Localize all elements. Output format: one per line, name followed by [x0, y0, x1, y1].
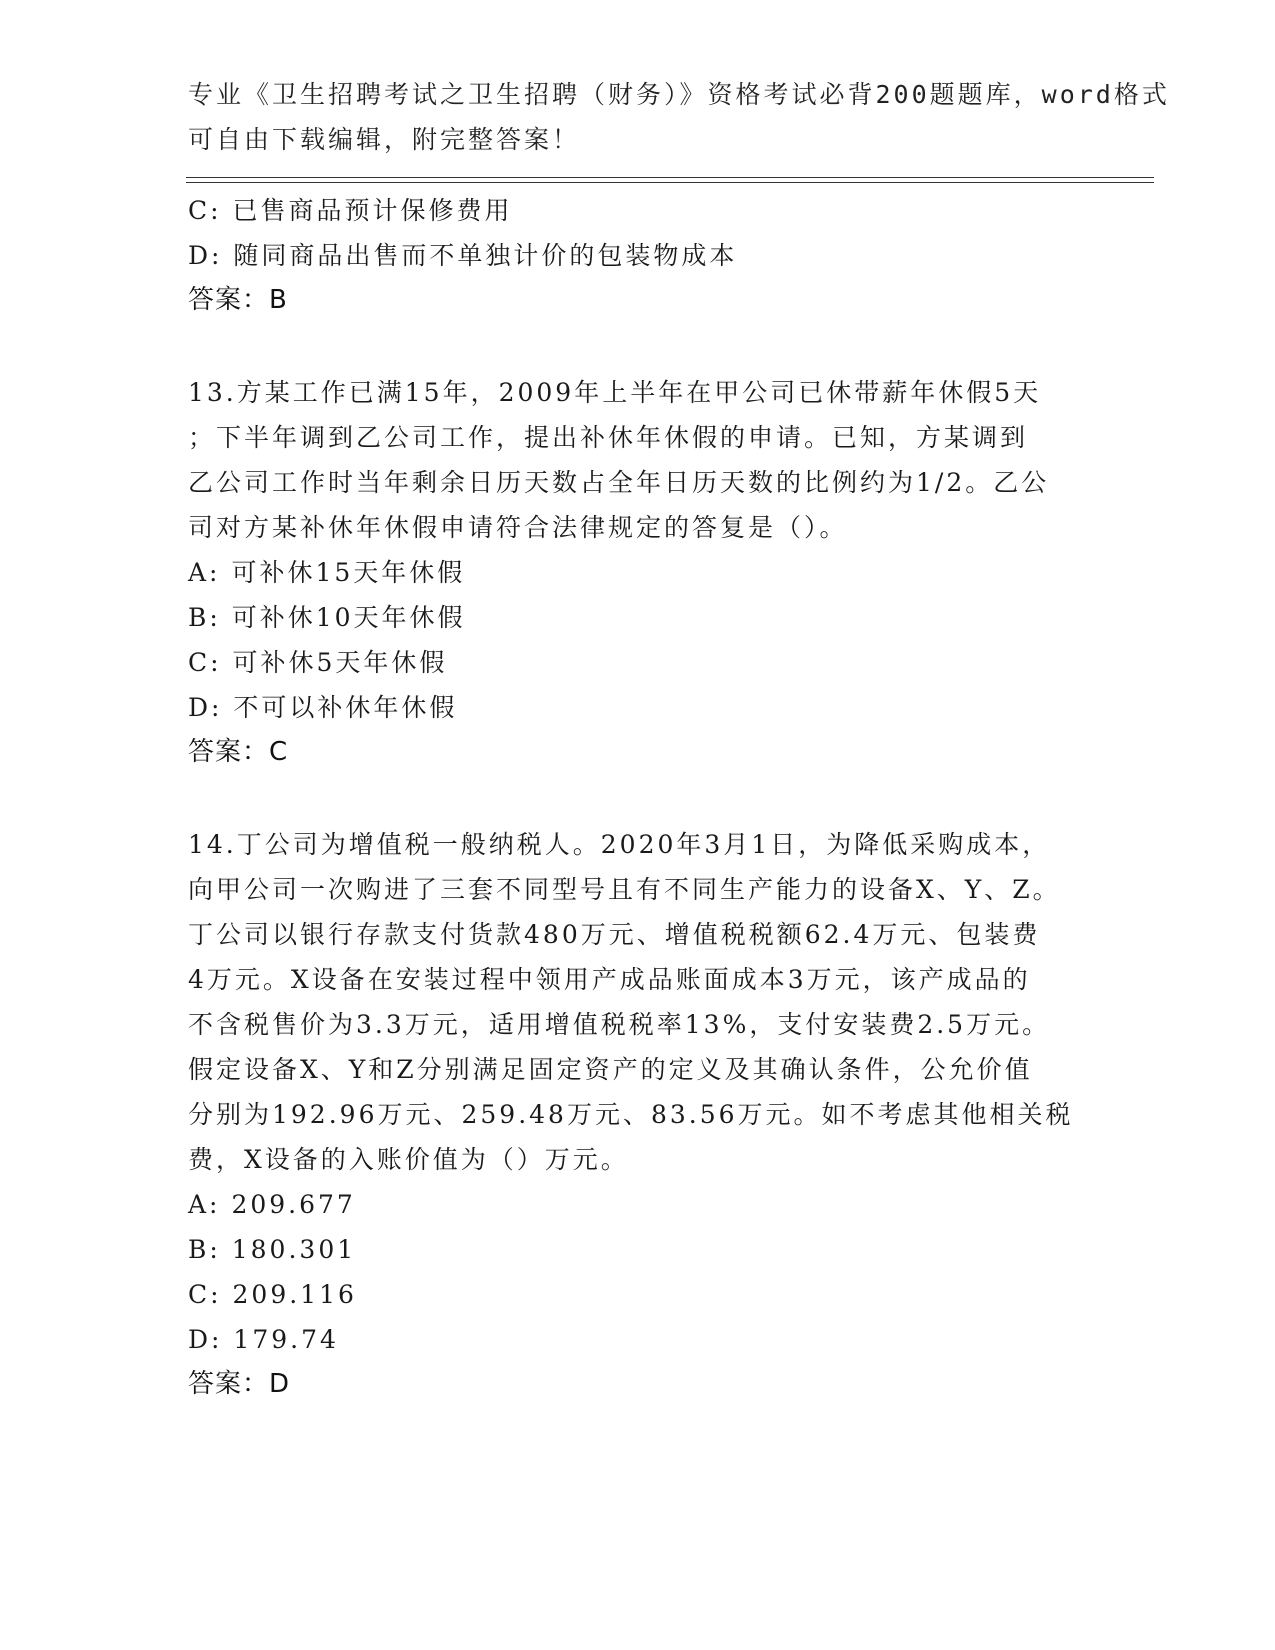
header-title-line-2: 可自由下载编辑，附完整答案！ [188, 125, 581, 154]
q13-option-a [188, 550, 1088, 595]
option-label: D: [188, 1325, 223, 1354]
q14-stem-line: 分别为192.96万元、259.48万元、83.56万元。如不考虑其他相关税 [188, 1100, 1074, 1129]
q14-option-b [188, 1227, 1088, 1272]
question-14 [188, 822, 1088, 1407]
option-label: D: [188, 241, 223, 270]
header-title-line-1: 专业《卫生招聘考试之卫生招聘（财务）》资格考试必背200题题库，word格式 [188, 80, 1170, 109]
question-12-tail [188, 188, 1088, 323]
q14-stem-line: 4万元。X设备在安装过程中领用产成品账面成本3万元，该产成品的 [188, 965, 1031, 994]
q14-option-a [188, 1182, 1088, 1227]
document-header [188, 72, 1170, 162]
q13-stem-line: 司对方某补休年休假申请符合法律规定的答复是（）。 [188, 513, 848, 542]
q14-option-c [188, 1272, 1088, 1317]
q12-option-c [188, 188, 1088, 233]
q14-stem-line: 丁公司以银行存款支付货款480万元、增值税税额62.4万元、包装费 [188, 920, 1041, 949]
option-text: 随同商品出售而不单独计价的包装物成本 [233, 241, 738, 270]
q12-answer: 答案：B [188, 285, 288, 315]
header-divider-bottom [186, 182, 1154, 183]
q13-stem-line: 乙公司工作时当年剩余日历天数占全年日历天数的比例约为1/2。乙公 [188, 468, 1050, 497]
q14-stem-line: 不含税售价为3.3万元，适用增值税税率13%，支付安装费2.5万元。 [188, 1010, 1051, 1039]
option-text: 179.74 [233, 1325, 339, 1354]
option-text: 209.677 [231, 1190, 356, 1219]
option-label: A: [188, 1190, 221, 1219]
option-label: C: [188, 196, 222, 225]
option-text: 可补休15天年休假 [231, 558, 466, 587]
option-text: 可补休5天年休假 [232, 648, 448, 677]
q14-option-d [188, 1317, 1088, 1362]
option-text: 不可以补休年休假 [233, 693, 458, 722]
header-divider-top [186, 177, 1154, 178]
q14-stem-line: 向甲公司一次购进了三套不同型号且有不同生产能力的设备X、Y、Z。 [188, 875, 1061, 904]
option-label: B: [188, 1235, 221, 1264]
option-text: 已售商品预计保修费用 [232, 196, 513, 225]
q12-option-d [188, 233, 1088, 278]
q13-answer: 答案：C [188, 737, 289, 767]
q13-option-c [188, 640, 1088, 685]
option-label: B: [188, 603, 221, 632]
option-text: 可补休10天年休假 [231, 603, 466, 632]
question-13 [188, 370, 1088, 775]
q13-option-b [188, 595, 1088, 640]
spacer [188, 775, 1088, 822]
document-content [188, 188, 1088, 1407]
q13-stem-line: ；下半年调到乙公司工作，提出补休年休假的申请。已知，方某调到 [188, 423, 1029, 452]
q14-answer: 答案：D [188, 1369, 291, 1399]
q14-stem-line: 费，X设备的入账价值为（）万元。 [188, 1145, 629, 1174]
q14-stem-line: 14.丁公司为增值税一般纳税人。2020年3月1日，为降低采购成本， [188, 830, 1051, 859]
q13-stem-line: 13.方某工作已满15年，2009年上半年在甲公司已休带薪年休假5天 [188, 378, 1042, 407]
option-text: 180.301 [231, 1235, 357, 1264]
q13-option-d [188, 685, 1088, 730]
option-label: C: [188, 648, 222, 677]
option-label: A: [188, 558, 221, 587]
spacer [188, 323, 1088, 370]
option-text: 209.116 [232, 1280, 357, 1309]
option-label: D: [188, 693, 223, 722]
q14-stem-line: 假定设备X、Y和Z分别满足固定资产的定义及其确认条件，公允价值 [188, 1055, 1033, 1084]
option-label: C: [188, 1280, 222, 1309]
